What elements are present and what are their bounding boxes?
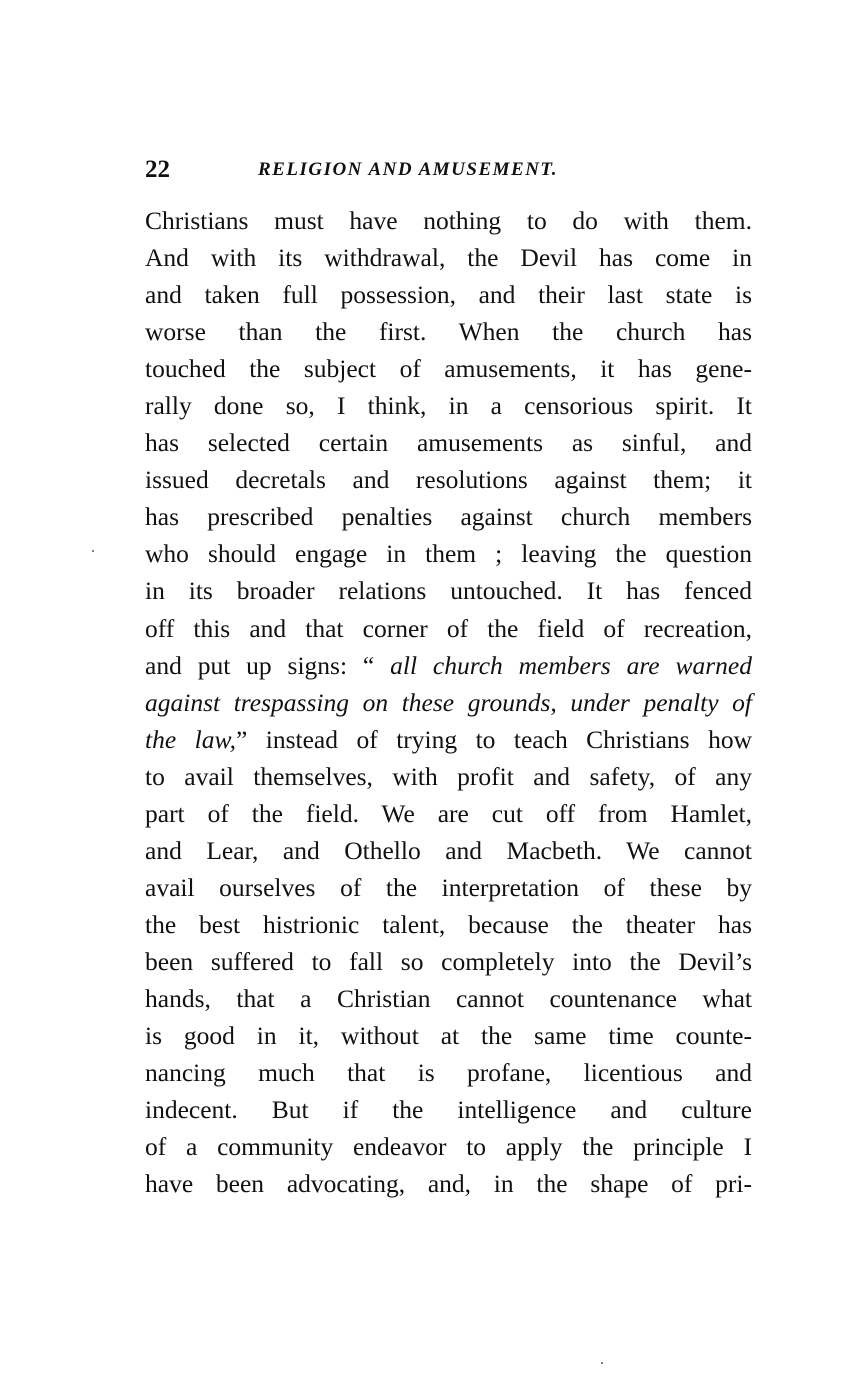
text-segment: avail ourselves of the interpretation of these by <box>145 872 752 902</box>
text-segment: part of the field. We are cut off from Hamlet, <box>145 798 752 828</box>
text-line <box>145 906 752 943</box>
text-line <box>145 1091 752 1128</box>
text-line <box>145 498 752 535</box>
text-line <box>145 610 752 647</box>
text-line <box>145 1128 752 1165</box>
page-number: 22 <box>145 156 170 183</box>
text-line <box>145 424 752 461</box>
text-segment: the best histrionic talent, because the theater has <box>145 909 752 939</box>
text-line <box>145 684 752 721</box>
text-segment: has selected certain amusements as sinful, and <box>145 428 752 458</box>
text-segment: in its broader relations untouched. It has fenced <box>145 576 752 606</box>
text-line <box>145 1017 752 1054</box>
text-segment: been suffered to fall so completely into the Devil’s <box>145 946 752 976</box>
text-line <box>145 202 752 239</box>
text-line <box>145 276 752 313</box>
text-line <box>145 572 752 609</box>
scan-speck <box>92 550 94 552</box>
text-line <box>145 461 752 498</box>
text-line <box>145 1054 752 1091</box>
text-segment: and taken full possession, and their last state is <box>145 280 752 310</box>
text-line <box>145 758 752 795</box>
text-segment: who should engage in them ; leaving the question <box>145 539 752 569</box>
text-line <box>145 832 752 869</box>
text-line <box>145 239 752 276</box>
text-segment: Christians must have nothing to do with them. <box>145 206 752 235</box>
text-segment: is good in it, without at the same time counte- <box>145 1021 752 1051</box>
text-segment: has prescribed penalties against church members <box>145 502 752 532</box>
text-line <box>145 387 752 424</box>
italic-text: against trespassing on these grounds, under penalty of <box>145 687 752 717</box>
text-segment: ” instead of trying to teach Christians how <box>235 724 752 754</box>
text-segment: issued decretals and resolutions against them; it <box>145 465 752 495</box>
italic-text: all church members are warned <box>390 650 752 680</box>
text-segment: nancing much that is profane, licentious and <box>145 1058 752 1088</box>
text-line <box>145 647 752 684</box>
text-segment: indecent. But if the intelligence and culture <box>145 1095 752 1125</box>
page-header <box>145 156 752 186</box>
running-title: RELIGION AND AMUSEMENT. <box>258 159 559 180</box>
text-segment: hands, that a Christian cannot countenance what <box>145 983 752 1013</box>
text-line <box>145 350 752 387</box>
text-line <box>145 721 752 758</box>
text-segment: And with its withdrawal, the Devil has come in <box>145 243 752 273</box>
text-segment: to avail themselves, with profit and safety, of any <box>145 761 752 791</box>
text-segment: of a community endeavor to apply the principle I <box>145 1132 752 1162</box>
text-segment: have been advocating, and, in the shape of pri- <box>145 1169 752 1199</box>
text-line <box>145 795 752 832</box>
text-segment: touched the subject of amusements, it has gene- <box>145 354 752 384</box>
text-line <box>145 313 752 350</box>
scan-speck <box>601 1362 603 1364</box>
text-segment: worse than the first. When the church has <box>145 317 752 347</box>
text-segment: off this and that corner of the field of recreation, <box>145 613 752 643</box>
text-line <box>145 943 752 980</box>
text-segment: rally done so, I think, in a censorious spirit. It <box>145 391 752 421</box>
text-segment: and Lear, and Othello and Macbeth. We cannot <box>145 835 752 865</box>
text-line <box>145 1165 752 1202</box>
text-segment: and put up signs: “ <box>145 650 391 680</box>
page-body-text <box>145 202 752 1202</box>
italic-text: the law, <box>145 724 236 754</box>
text-line <box>145 980 752 1017</box>
text-line <box>145 869 752 906</box>
text-line <box>145 535 752 572</box>
